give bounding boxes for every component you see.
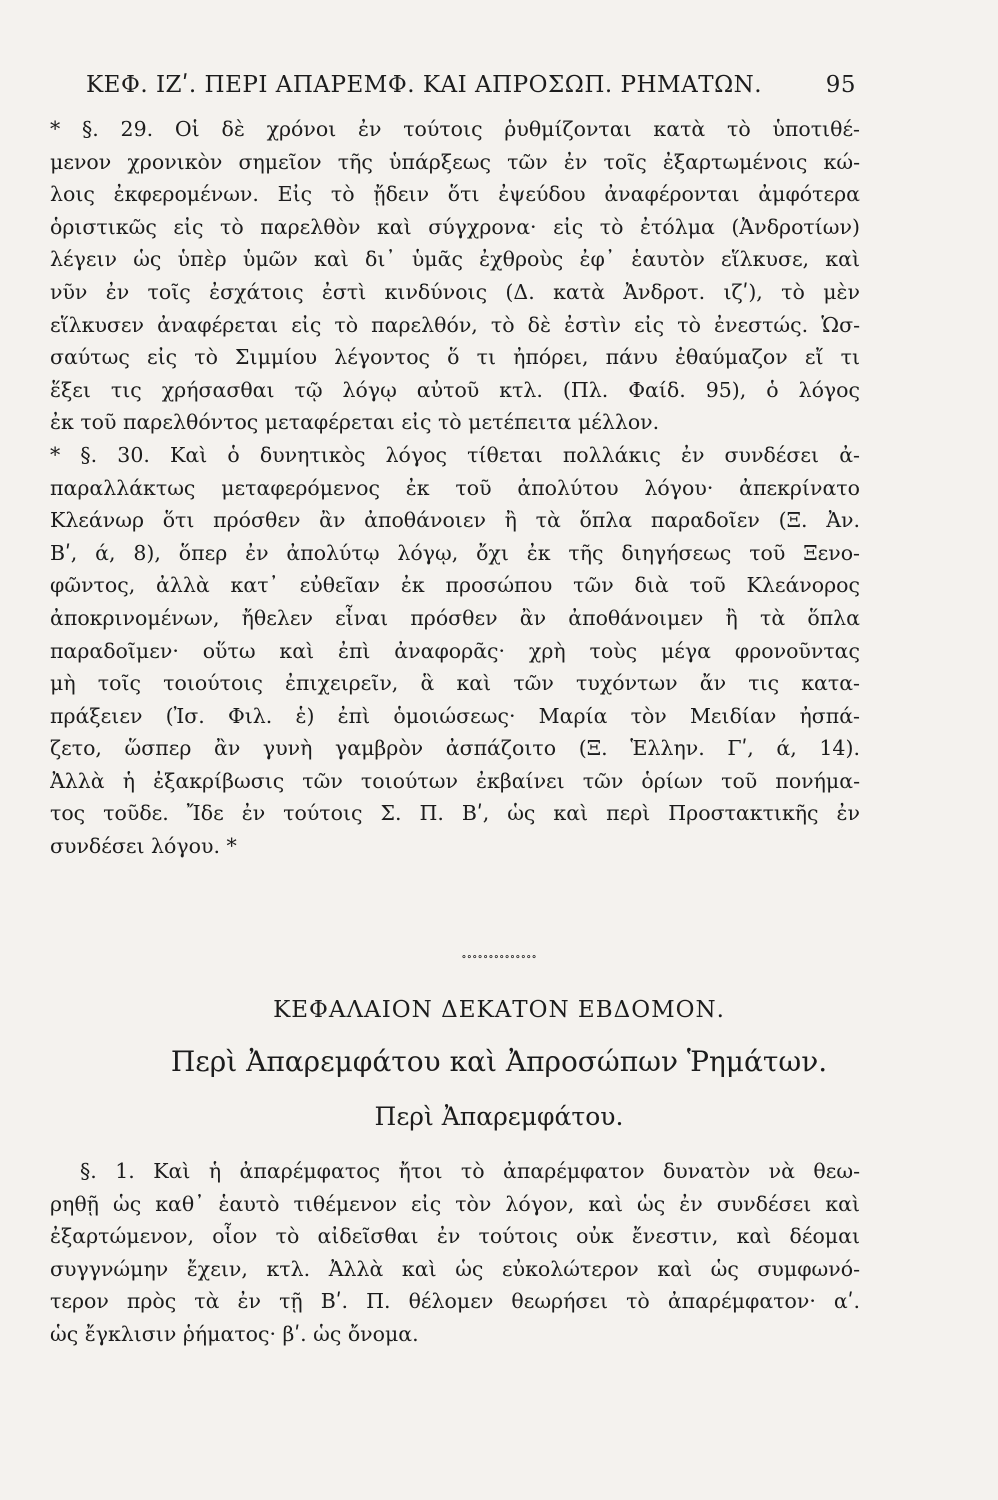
page-number: 95 xyxy=(825,72,856,98)
text-line: ἐξαρτώμενον, οἷον τὸ αἰδεῖσθαι ἐν τούτοις οὐκ ἔνεστιν, καὶ δέομαι xyxy=(50,1224,860,1249)
text-line: νῦν ἐν τοῖς ἐσχάτοις ἐστὶ κινδύνοις (Δ. κατὰ Ἀνδροτ. ιζʹ), τὸ μὲν xyxy=(50,279,860,304)
text-line: Κλεάνωρ ὅτι πρόσθεν ἂν ἀποθάνοιεν ἢ τὰ ὅπλα παραδοῖεν (Ξ. Ἀν. xyxy=(50,508,860,533)
text-line: Βʹ, ά, 8), ὅπερ ἐν ἀπολύτῳ λόγῳ, ὄχι ἐκ τῆς διηγήσεως τοῦ Ξενο- xyxy=(50,540,860,565)
text-line: ἐκ τοῦ παρελθόντος μεταφέρεται εἰς τὸ μετέπειτα μέλλον. xyxy=(50,410,660,435)
text-line: §. 1. Καὶ ἡ ἀπαρέμφατος ἤτοι τὸ ἀπαρέμφατον δυνατὸν νὰ θεω- xyxy=(80,1159,860,1183)
text-line: * §. 30. Καὶ ὁ δυνητικὸς λόγος τίθεται πολλάκις ἐν συνδέσει ἀ- xyxy=(50,442,860,467)
text-line: παραδοῖμεν· οὕτω καὶ ἐπὶ ἀναφορᾶς· χρὴ τοὺς μέγα φρονοῦντας xyxy=(50,638,860,663)
text-line: μενον χρονικὸν σημεῖον τῆς ὑπάρξεως τῶν ἐν τοῖς ἐξαρτωμένοις κώ- xyxy=(50,149,860,174)
text-line: σαύτως εἰς τὸ Σιμμίου λέγοντος ὅ τι ἠπόρει, πάνυ ἐθαύμαζον εἴ τι xyxy=(50,345,860,370)
text-line: συνδέσει λόγου. * xyxy=(50,834,237,859)
text-line: μὴ τοῖς τοιούτοις ἐπιχειρεῖν, ἃ καὶ τῶν τυχόντων ἄν τις κατα- xyxy=(50,671,860,696)
text-line: ὁριστικῶς εἰς τὸ παρελθὸν καὶ σύγχρονα· εἰς τὸ ἐτόλμα (Ἀνδροτίων) xyxy=(50,214,860,239)
text-line: συγγνώμην ἔχειν, κτλ. Ἀλλὰ καὶ ὡς εὐκολώτερον καὶ ὡς συμφωνό- xyxy=(50,1256,860,1281)
text-line: ἕξει τις χρήσασθαι τῷ λόγῳ αὐτοῦ κτλ. (Πλ. Φαίδ. 95), ὁ λόγος xyxy=(50,377,860,402)
text-line: παραλλάκτως μεταφερόμενος ἐκ τοῦ ἀπολύτου λόγου· ἀπεκρίνατο xyxy=(50,475,860,500)
text-line: Ἀλλὰ ἡ ἐξακρίβωσις τῶν τοιούτων ἐκβαίνει τῶν ὁρίων τοῦ πονήμα- xyxy=(50,768,860,793)
text-line: πράξειεν (Ἰσ. Φιλ. ἑ) ἐπὶ ὁμοιώσεως· Μαρία τὸν Μειδίαν ἠσπά- xyxy=(50,703,860,728)
text-line: τος τοῦδε. Ἴδε ἐν τούτοις Σ. Π. Βʹ, ὡς καὶ περὶ Προστακτικῆς ἐν xyxy=(50,801,860,826)
section-ornament: ∘∘∘∘∘∘∘∘∘∘∘∘∘∘ xyxy=(461,950,537,963)
text-line: * §. 29. Οἱ δὲ χρόνοι ἐν τούτοις ῥυθμίζονται κατὰ τὸ ὑποτιθέ- xyxy=(50,117,860,141)
running-head xyxy=(86,72,856,98)
chapter-title: ΚΕΦΑΛΑΙΟΝ ΔΕΚΑΤΟΝ ΕΒΔΟΜΟΝ. xyxy=(273,997,725,1023)
section-title: Περὶ Ἀπαρεμφάτου. xyxy=(374,1102,624,1131)
text-line: λέγειν ὡς ὑπὲρ ὑμῶν καὶ δι᾿ ὑμᾶς ἐχθροὺς ἐφ᾿ ἑαυτὸν εἵλκυσε, καὶ xyxy=(50,247,860,272)
text-line: ρηθῇ ὡς καθ᾿ ἑαυτὸ τιθέμενον εἰς τὸν λόγον, καὶ ὡς ἐν συνδέσει καὶ xyxy=(50,1191,860,1216)
text-line: λοις ἐκφερομένων. Εἰς τὸ ᾔδειν ὅτι ἐψεύδου ἀναφέρονται ἀμφότερα xyxy=(50,182,860,207)
text-line: φῶντος, ἀλλὰ κατ᾿ εὐθεῖαν ἐκ προσώπου τῶν διὰ τοῦ Κλεάνορος xyxy=(50,573,860,598)
body-text-2 xyxy=(50,1155,860,1351)
text-line: ζετο, ὥσπερ ἂν γυνὴ γαμβρὸν ἀσπάζοιτο (Ξ. Ἑλλην. Γʹ, ά, 14). xyxy=(50,736,860,761)
text-line: ἀποκρινομένων, ἤθελεν εἶναι πρόσθεν ἂν ἀποθάνοιμεν ἢ τὰ ὅπλα xyxy=(50,605,860,630)
body-text xyxy=(50,113,860,863)
text-line: τερον πρὸς τὰ ἐν τῇ Βʹ. Π. θέλομεν θεωρήσει τὸ ἀπαρέμφατον· αʹ. xyxy=(50,1289,860,1314)
text-line: εἵλκυσεν ἀναφέρεται εἰς τὸ παρελθόν, τὸ δὲ ἐστὶν εἰς τὸ ἐνεστώς. Ὡσ- xyxy=(50,312,860,337)
text-line: ὡς ἔγκλισιν ῥήματος· βʹ. ὡς ὄνομα. xyxy=(50,1321,419,1346)
chapter-subtitle: Περὶ Ἀπαρεμφάτου καὶ Ἀπροσώπων Ῥημάτων. xyxy=(170,1045,828,1078)
running-head-title: ΚΕΦ. ΙΖʹ. ΠΕΡΙ ΑΠΑΡΕΜΦ. ΚΑΙ ΑΠΡΟΣΩΠ. ΡΗΜΑΤΩΝ. xyxy=(86,72,763,98)
